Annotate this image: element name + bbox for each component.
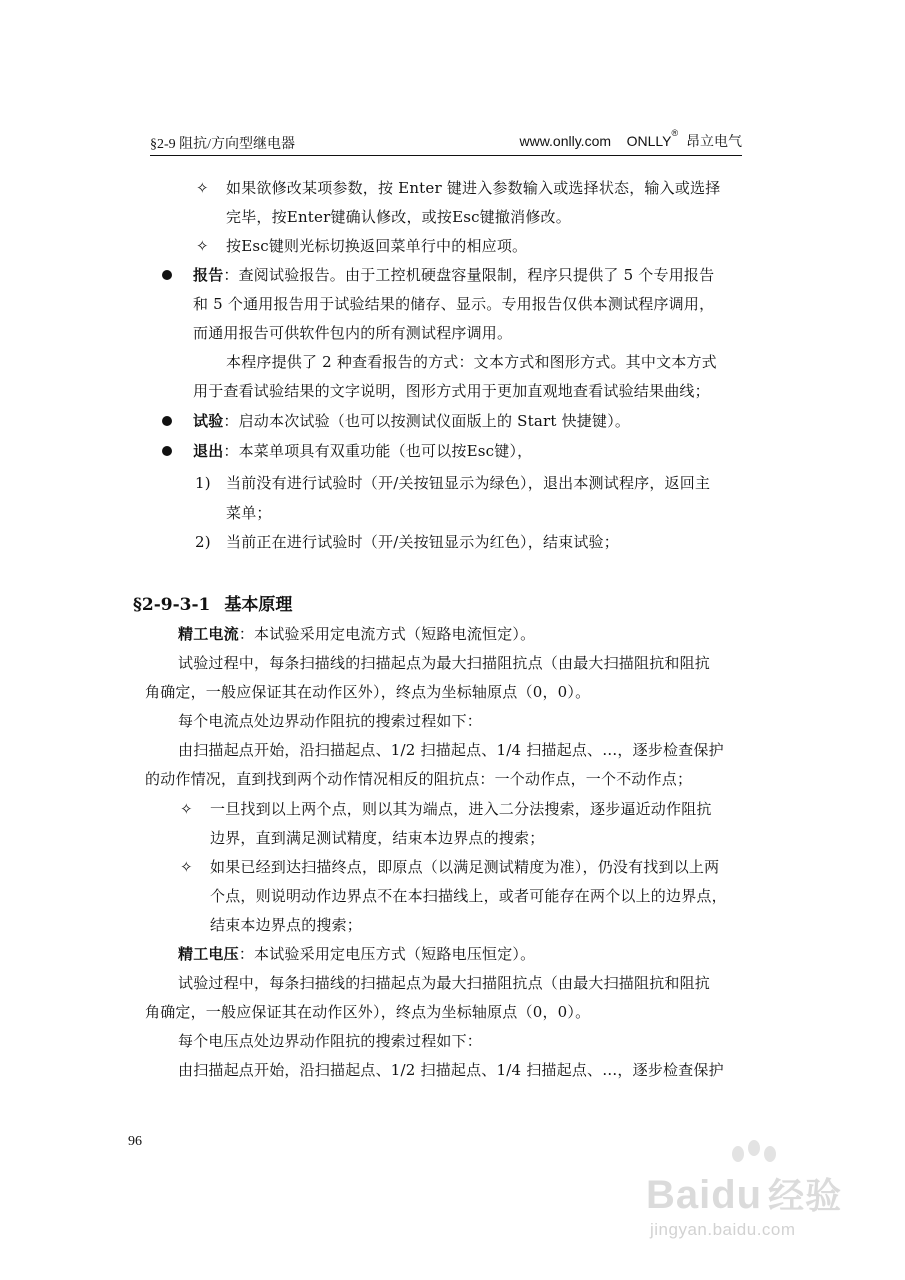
text-line: 按Esc键则光标切换返回菜单行中的相应项。 — [226, 237, 528, 255]
text-line: 菜单； — [226, 504, 272, 522]
header-brand-name: ONLLY — [626, 133, 672, 149]
term-text: ：本试验采用定电流方式（短路电流恒定）。 — [238, 625, 536, 643]
diamond-bullet-icon: ✧ — [196, 179, 209, 197]
text-line: 当前正在进行试验时（开/关按钮显示为红色），结束试验； — [226, 533, 619, 551]
text-line: 边界，直到满足测试精度，结束本边界点的搜索； — [210, 829, 545, 847]
list-item-test — [193, 411, 630, 431]
text-line: 个点，则说明动作边界点不在本扫描线上，或者可能存在两个以上的边界点， — [210, 887, 727, 905]
text-line: 由扫描起点开始，沿扫描起点、1/2 扫描起点、1/4 扫描起点、…，逐步检查保护 — [178, 741, 724, 759]
text-line: 和 5 个通用报告用于试验结果的储存、显示。专用报告仅供本测试程序调用， — [193, 295, 715, 313]
text-line: 如果已经到达扫描终点，即原点（以满足测试精度为准），仍没有找到以上两 — [210, 858, 720, 876]
item-text: ：启动本次试验（也可以按测试仪面版上的 Start 快捷键）。 — [223, 412, 631, 430]
text-line: 的动作情况，直到找到两个动作情况相反的阻抗点：一个动作点，一个不动作点； — [145, 770, 693, 788]
text-line: 如果欲修改某项参数，按 Enter 键进入参数输入或选择状态，输入或选择 — [226, 179, 721, 197]
bullet-dot-icon — [162, 270, 172, 280]
registered-mark: ® — [671, 128, 679, 138]
header-company: 昂立电气 — [686, 134, 742, 150]
term-label: 精工电流 — [178, 625, 239, 643]
term-label: 精工电压 — [178, 945, 239, 963]
text-line: 每个电流点处边界动作阻抗的搜索过程如下： — [178, 712, 483, 730]
text-line: 每个电压点处边界动作阻抗的搜索过程如下： — [178, 1032, 483, 1050]
term-text: ：本试验采用定电压方式（短路电压恒定）。 — [238, 945, 536, 963]
header-rule — [150, 155, 742, 156]
watermark-logo — [646, 1168, 842, 1219]
paragraph-current — [178, 624, 535, 644]
section-title: 基本原理 — [224, 595, 293, 615]
diamond-bullet-icon: ✧ — [180, 858, 193, 876]
text-line: 一旦找到以上两个点，则以其为端点，进入二分法搜索，逐步逼近动作阻抗 — [210, 800, 712, 818]
list-item-report — [193, 265, 714, 285]
text-line: 本程序提供了 2 种查看报告的方式：文本方式和图形方式。其中文本方式 — [226, 353, 717, 371]
paragraph-voltage — [178, 944, 535, 964]
list-item-exit — [193, 441, 532, 461]
item-text: ：本菜单项具有双重功能（也可以按Esc键）， — [223, 442, 533, 460]
item-label: 报告 — [193, 266, 224, 284]
list-number: 2) — [195, 533, 211, 551]
text-line: 用于查看试验结果的文字说明，图形方式用于更加直观地查看试验结果曲线； — [193, 382, 710, 400]
text-line: 结束本边界点的搜索； — [210, 916, 363, 934]
bullet-dot-icon — [162, 416, 172, 426]
header-url: www.onlly.com — [519, 133, 612, 149]
watermark-url: jingyan.baidu.com — [650, 1220, 796, 1239]
watermark-logo-text: Baidu — [646, 1173, 763, 1217]
section-heading — [133, 594, 292, 616]
diamond-bullet-icon: ✧ — [180, 800, 193, 818]
text-line: 试验过程中，每条扫描线的扫描起点为最大扫描阻抗点（由最大扫描阻抗和阻抗 — [178, 974, 711, 992]
item-label: 试验 — [193, 412, 224, 430]
text-line: 试验过程中，每条扫描线的扫描起点为最大扫描阻抗点（由最大扫描阻抗和阻抗 — [178, 654, 711, 672]
text-line: 角确定，一般应保证其在动作区外），终点为坐标轴原点（0，0）。 — [145, 1003, 591, 1021]
text-line: 而通用报告可供软件包内的所有测试程序调用。 — [193, 324, 513, 342]
diamond-bullet-icon: ✧ — [196, 237, 209, 255]
bullet-dot-icon — [162, 446, 172, 456]
text-line: 当前没有进行试验时（开/关按钮显示为绿色），退出本测试程序，返回主 — [226, 474, 711, 492]
section-number: §2-9-3-1 — [133, 595, 211, 615]
text-line: 角确定，一般应保证其在动作区外），终点为坐标轴原点（0，0）。 — [145, 683, 591, 701]
text-line: 由扫描起点开始，沿扫描起点、1/2 扫描起点、1/4 扫描起点、…，逐步检查保护 — [178, 1061, 724, 1079]
item-label: 退出 — [193, 442, 224, 460]
page-number: 96 — [128, 1134, 142, 1149]
header-section-title: §2-9 阻抗/方向型继电器 — [150, 137, 296, 152]
list-number: 1) — [195, 474, 211, 492]
header-brand — [519, 128, 742, 151]
text-line: 完毕，按Enter键确认修改，或按Esc键撤消修改。 — [226, 208, 571, 226]
watermark-logo-cn: 经验 — [768, 1176, 843, 1217]
item-text: ：查阅试验报告。由于工控机硬盘容量限制，程序只提供了 5 个专用报告 — [223, 266, 715, 284]
